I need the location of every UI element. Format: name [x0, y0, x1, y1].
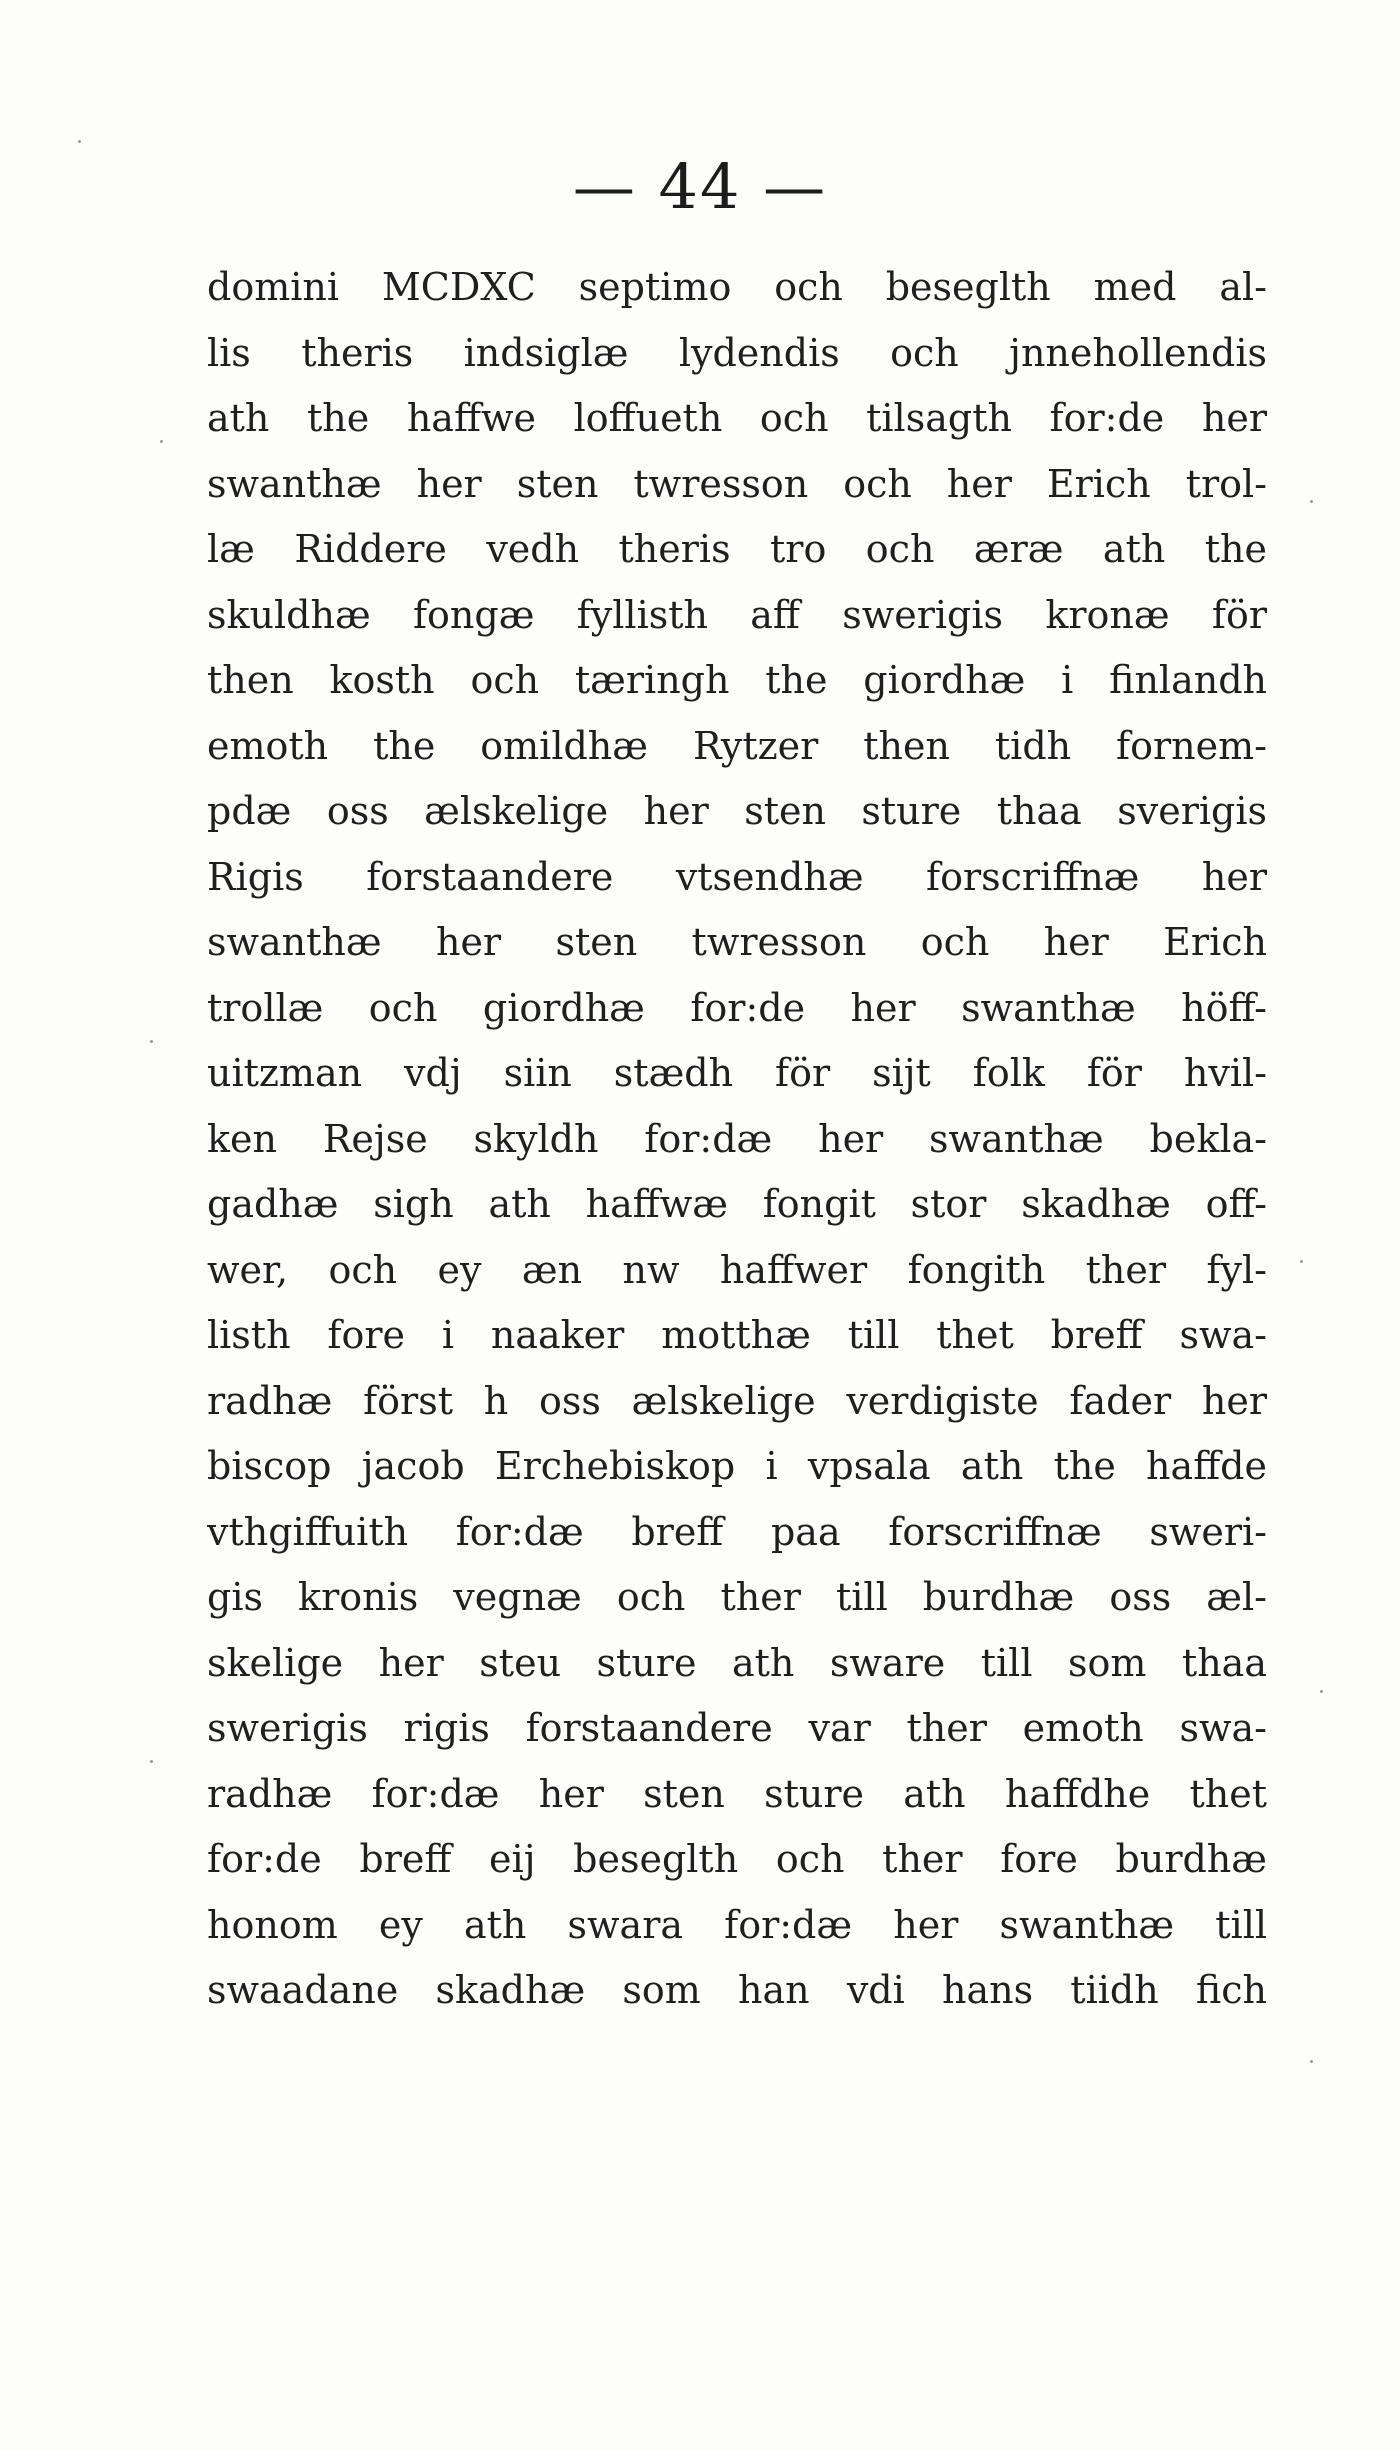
- scan-speck: [160, 440, 163, 443]
- page-number: — 44 —: [572, 150, 828, 223]
- text-line: wer, och ey æn nw haffwer fongith ther fyl-: [207, 1247, 1267, 1292]
- text-line: swerigis rigis forstaandere var ther emoth swa-: [207, 1706, 1267, 1750]
- text-line: ath the haffwe loffueth och tilsagth for:de her: [207, 396, 1267, 440]
- text-line: ken Rejse skyldh for:dæ her swanthæ bekla-: [207, 1116, 1267, 1161]
- text-line: for:de breff eij beseglth och ther fore burdhæ: [207, 1837, 1267, 1881]
- text-line: honom ey ath swara for:dæ her swanthæ till: [207, 1902, 1267, 1947]
- text-line: radhæ for:dæ her sten sture ath haffdhe thet: [207, 1771, 1267, 1816]
- text-line: biscop jacob Erchebiskop i vpsala ath the haffde: [207, 1444, 1267, 1488]
- text-line: skuldhæ fongæ fyllisth aff swerigis kronæ för: [207, 592, 1267, 637]
- text-line: vthgiffuith for:dæ breff paa forscriffnæ sweri-: [207, 1509, 1267, 1554]
- text-line: radhæ först h oss ælskelige verdigiste fader her: [207, 1378, 1267, 1423]
- text-line: læ Riddere vedh theris tro och æræ ath the: [207, 527, 1267, 571]
- text-line: gis kronis vegnæ och ther till burdhæ oss æl-: [207, 1575, 1267, 1619]
- text-line: domini MCDXC septimo och beseglth med al-: [207, 265, 1267, 309]
- scan-speck: [1310, 2060, 1313, 2063]
- body-text: [207, 255, 1267, 2024]
- text-line: trollæ och giordhæ for:de her swanthæ höff-: [207, 985, 1267, 1030]
- scan-speck: [1320, 1690, 1323, 1693]
- text-line: Rigis forstaandere vtsendhæ forscriffnæ her: [207, 854, 1267, 899]
- scan-speck: [1300, 1260, 1303, 1263]
- text-line: uitzman vdj siin stædh för sijt folk för hvil-: [207, 1051, 1267, 1095]
- text-line: swanthæ her sten twresson och her Erich trol-: [207, 461, 1267, 506]
- text-line: emoth the omildhæ Rytzer then tidh fornem-: [207, 723, 1267, 768]
- scan-speck: [1310, 500, 1313, 503]
- text-line: skelige her steu sture ath sware till som thaa: [207, 1640, 1267, 1685]
- text-line: pdæ oss ælskelige her sten sture thaa sverigis: [207, 789, 1267, 833]
- text-line: gadhæ sigh ath haffwæ fongit stor skadhæ off-: [207, 1182, 1267, 1226]
- text-line: swaadane skadhæ som han vdi hans tiidh fich: [207, 1968, 1267, 2012]
- text-line: then kosth och tæringh the giordhæ i finlandh: [207, 658, 1267, 702]
- text-line: swanthæ her sten twresson och her Erich: [207, 920, 1267, 964]
- scan-speck: [150, 1040, 153, 1043]
- scan-speck: [150, 1760, 153, 1763]
- text-line: listh fore i naaker motthæ till thet breff swa-: [207, 1313, 1267, 1357]
- text-line: lis theris indsiglæ lydendis och jnnehollendis: [207, 330, 1267, 375]
- scan-speck: [78, 140, 81, 143]
